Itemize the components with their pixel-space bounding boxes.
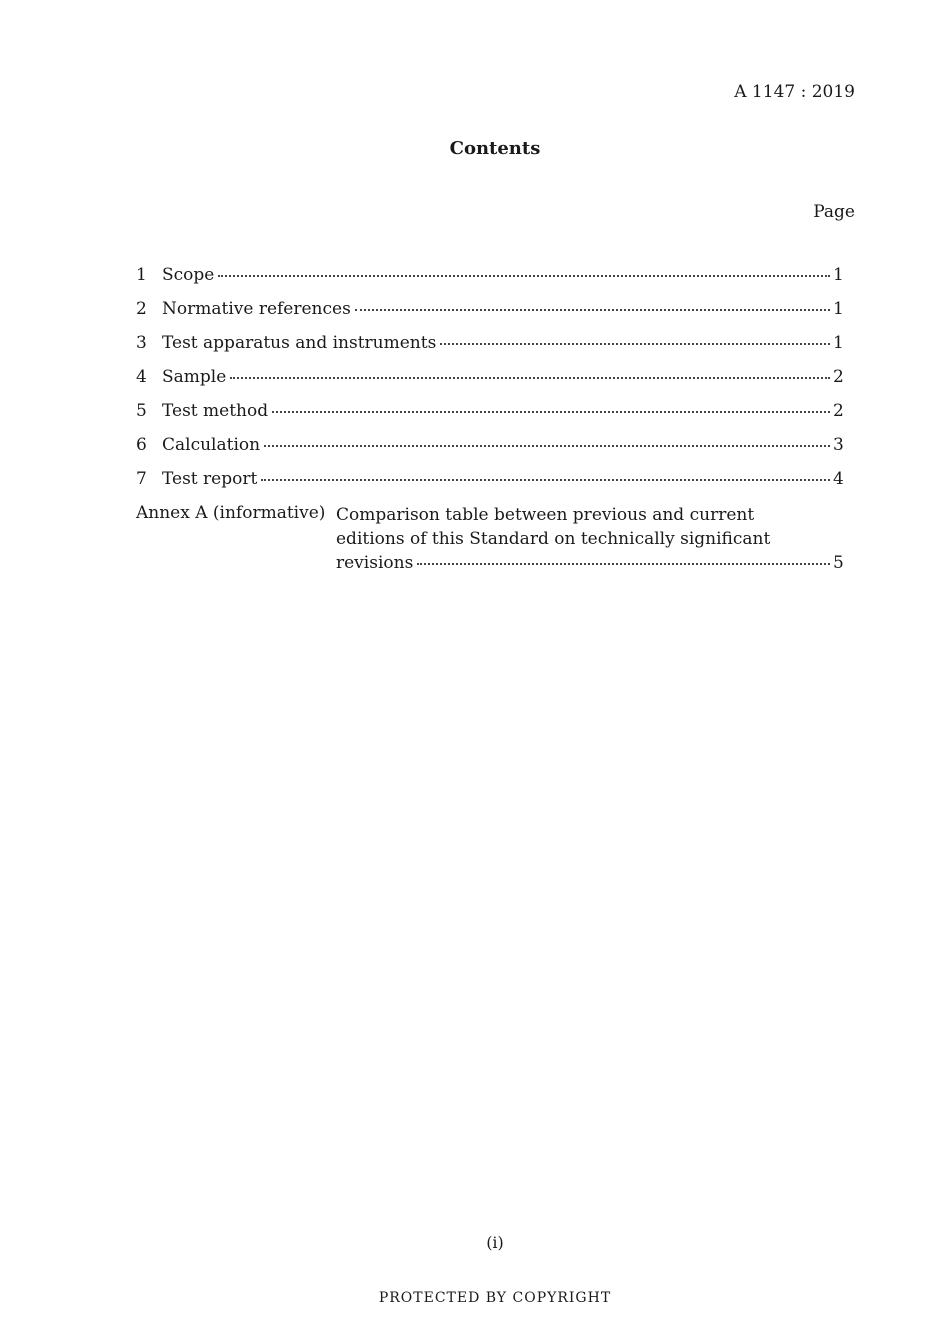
toc-entry-label: Test apparatus and instruments (162, 333, 437, 353)
dot-leader (417, 562, 830, 565)
toc-entry[interactable] (136, 435, 843, 455)
toc-entry-page: 2 (833, 401, 844, 421)
toc-entry[interactable] (136, 469, 843, 489)
toc-entry[interactable] (136, 299, 843, 319)
dot-leader (272, 410, 830, 413)
toc-entry[interactable] (136, 401, 843, 421)
toc-entry[interactable] (136, 367, 843, 387)
toc-entry-number: 1 (136, 265, 147, 285)
annex-title-last-line (336, 551, 843, 575)
standard-identifier: A 1147 : 2019 (734, 82, 855, 102)
toc-entry-label: Normative references (162, 299, 351, 319)
toc-entry-page: 1 (833, 299, 844, 319)
toc-entry-page: 3 (833, 435, 844, 455)
toc-entry[interactable] (136, 333, 843, 353)
toc-entry-number: 2 (136, 299, 147, 319)
dot-leader (264, 444, 830, 447)
toc-entry-number: 5 (136, 401, 147, 421)
toc-entry[interactable] (136, 265, 843, 285)
toc-entry-number: 6 (136, 435, 147, 455)
toc-entry-page: 4 (833, 469, 844, 489)
dot-leader (261, 478, 830, 481)
toc-entry-label: Test report (162, 469, 258, 489)
toc-entry-label: Calculation (162, 435, 261, 455)
copyright-notice: PROTECTED BY COPYRIGHT (378, 1290, 612, 1306)
toc-entry-page: 1 (833, 333, 844, 353)
annex-title (336, 503, 843, 575)
toc-entry-page: 1 (833, 265, 844, 285)
toc-entry-number: 4 (136, 367, 147, 387)
annex-title-line: editions of this Standard on technically significant (336, 529, 771, 549)
toc-entry-label: Test method (162, 401, 269, 421)
toc-entry-label: Scope (162, 265, 215, 285)
annex-title-line: revisions (336, 553, 414, 573)
toc-entry-page: 2 (833, 367, 844, 387)
dot-leader (440, 342, 830, 345)
annex-label: Annex A (informative) (136, 503, 326, 523)
toc-entry-number: 7 (136, 469, 147, 489)
dot-leader (218, 274, 830, 277)
dot-leader (355, 308, 830, 311)
page-column-header: Page (813, 202, 855, 222)
annex-title-line: Comparison table between previous and current (336, 505, 755, 525)
dot-leader (230, 376, 830, 379)
footer-page-number: (i) (486, 1233, 504, 1252)
annex-page: 5 (833, 553, 844, 573)
toc-entry-label: Sample (162, 367, 227, 387)
toc-entry-number: 3 (136, 333, 147, 353)
page-title: Contents (449, 138, 541, 159)
